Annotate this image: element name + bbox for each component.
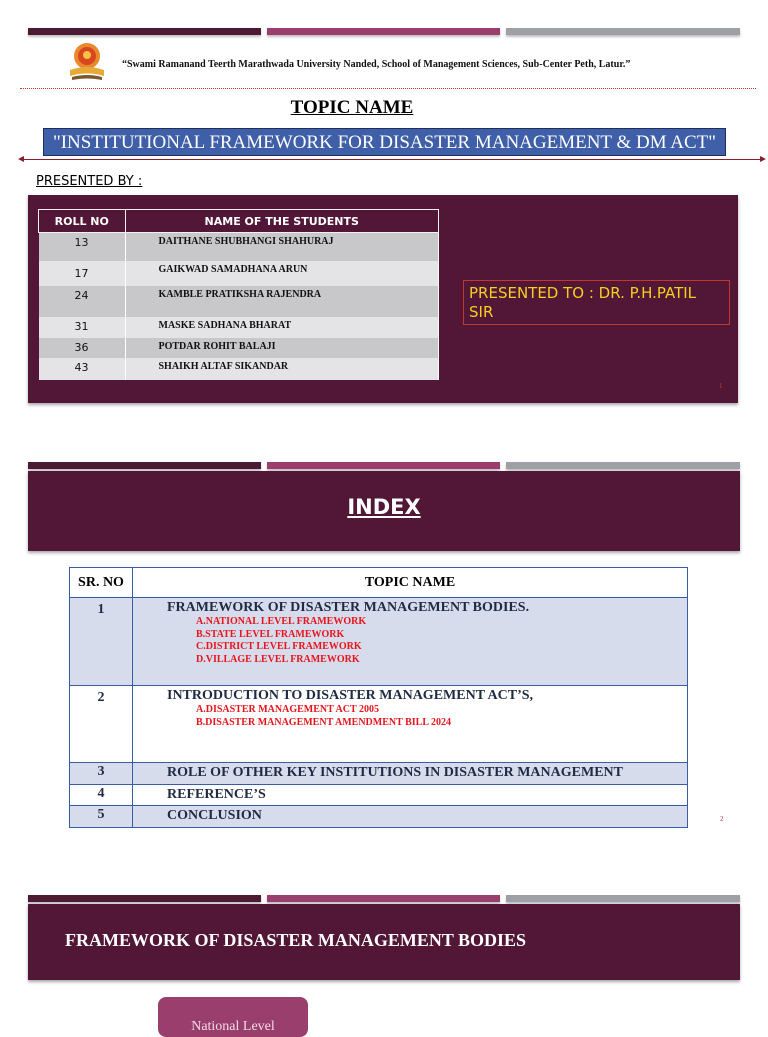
sr-no-header: SR. NO xyxy=(70,568,133,598)
index-topic xyxy=(133,686,688,763)
subtopic: A.DISASTER MANAGEMENT ACT 2005 xyxy=(196,704,379,715)
index-header-panel xyxy=(28,471,740,551)
subtopic: B.DISASTER MANAGEMENT AMENDMENT BILL 2024 xyxy=(196,716,451,728)
topic-text: FRAMEWORK OF DISASTER MANAGEMENT BODIES. xyxy=(167,600,530,615)
student-name: MASKE SADHANA BHARAT xyxy=(125,317,439,338)
table-row xyxy=(39,338,439,358)
deco-bar-gray xyxy=(506,462,740,469)
sr-no: 1 xyxy=(70,598,133,686)
deco-bar-pink xyxy=(267,895,500,902)
roll-no-header: ROLL NO xyxy=(39,210,126,233)
roll-no: 13 xyxy=(39,233,126,261)
table-row xyxy=(70,686,688,763)
university-header: “Swami Ramanand Teerth Marathwada University Nanded, School of Management Sciences, Sub-Center Peth, Latur.” xyxy=(122,59,631,70)
index-table xyxy=(69,567,688,828)
subtopic: B.STATE LEVEL FRAMEWORK xyxy=(196,628,345,640)
table-row xyxy=(39,286,439,317)
table-row xyxy=(39,358,439,380)
sr-no: 3 xyxy=(70,763,133,785)
student-name: DAITHANE SHUBHANGI SHAHURAJ xyxy=(125,233,439,261)
subtopic: D.VILLAGE LEVEL FRAMEWORK xyxy=(196,653,360,665)
deco-bar-dark xyxy=(28,28,261,35)
index-topic: REFERENCE’S xyxy=(133,785,688,806)
sr-no: 5 xyxy=(70,806,133,828)
table-row xyxy=(70,785,688,806)
table-row xyxy=(70,806,688,828)
roll-no: 17 xyxy=(39,261,126,286)
index-topic: ROLE OF OTHER KEY INSTITUTIONS IN DISASTER MANAGEMENT xyxy=(133,763,688,785)
roll-no: 36 xyxy=(39,338,126,358)
topic-text: INTRODUCTION TO DISASTER MANAGEMENT ACT’S, xyxy=(167,688,534,703)
index-topic: CONCLUSION xyxy=(133,806,688,828)
student-name: KAMBLE PRATIKSHA RAJENDRA xyxy=(125,286,439,317)
student-name: POTDAR ROHIT BALAJI xyxy=(125,338,439,358)
arrow-left-icon xyxy=(18,156,24,162)
deco-bar-pink xyxy=(267,28,500,35)
arrow-right-icon xyxy=(760,156,766,162)
page-number: 2 xyxy=(720,815,724,823)
roll-no: 31 xyxy=(39,317,126,338)
roll-no: 24 xyxy=(39,286,126,317)
deco-bar-dark xyxy=(28,462,261,469)
topic-name-header: TOPIC NAME xyxy=(133,568,688,598)
deco-bar-gray xyxy=(506,28,740,35)
header-divider xyxy=(20,88,756,89)
student-name-header: NAME OF THE STUDENTS xyxy=(125,210,439,233)
presented-by-label: PRESENTED BY : xyxy=(36,174,143,189)
table-row xyxy=(70,763,688,785)
presented-to-box: PRESENTED TO : DR. P.H.PATIL SIR xyxy=(463,280,730,325)
students-table xyxy=(38,209,439,380)
topic-title: "INSTITUTIONAL FRAMEWORK FOR DISASTER MANAGEMENT & DM ACT" xyxy=(43,128,726,156)
sr-no: 4 xyxy=(70,785,133,806)
table-row xyxy=(39,261,439,286)
deco-bar-dark xyxy=(28,895,261,902)
sr-no: 2 xyxy=(70,686,133,763)
table-row xyxy=(39,233,439,261)
roll-no: 43 xyxy=(39,358,126,380)
subtopic: C.DISTRICT LEVEL FRAMEWORK xyxy=(196,641,362,652)
subtopic: A.NATIONAL LEVEL FRAMEWORK xyxy=(196,616,367,627)
university-logo-icon xyxy=(64,40,110,84)
deco-bar-pink xyxy=(267,462,500,469)
index-topic xyxy=(133,598,688,686)
deco-bar-gray xyxy=(506,895,740,902)
framework-title: FRAMEWORK OF DISASTER MANAGEMENT BODIES xyxy=(65,930,527,950)
double-arrow-line xyxy=(22,159,762,160)
student-name: GAIKWAD SAMADHANA ARUN xyxy=(125,261,439,286)
topic-heading: TOPIC NAME xyxy=(290,97,414,118)
table-row xyxy=(39,317,439,338)
framework-header-panel xyxy=(28,904,740,980)
national-level-box: National Level xyxy=(158,997,308,1037)
index-title: INDEX xyxy=(347,495,421,519)
page-number: 1 xyxy=(719,382,723,390)
student-name: SHAIKH ALTAF SIKANDAR xyxy=(125,358,439,380)
students-panel xyxy=(28,195,738,403)
table-row xyxy=(70,598,688,686)
